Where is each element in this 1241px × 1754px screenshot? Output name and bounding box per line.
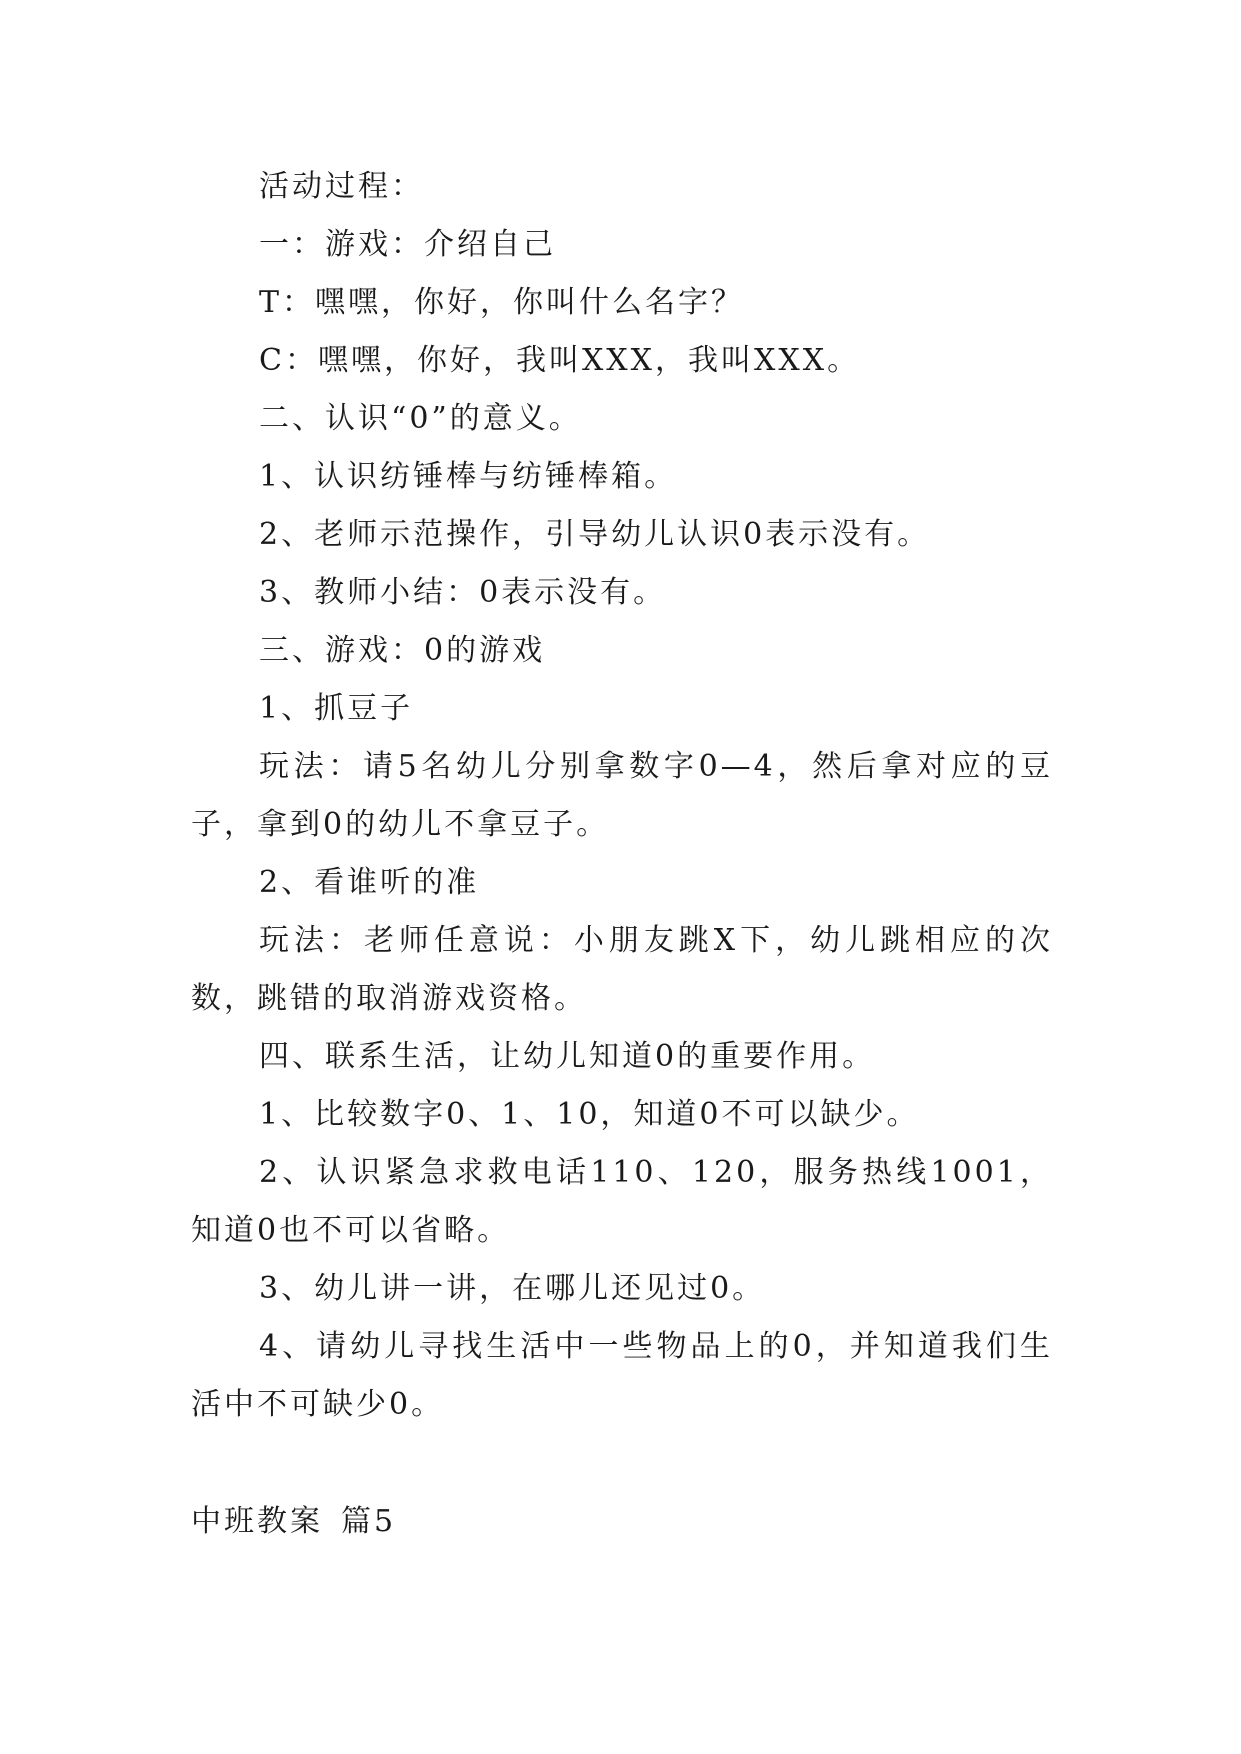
paragraph: 2、认识紧急求救电话110、120，服务热线1001，知道0也不可以省略。 xyxy=(191,1155,1053,1248)
paragraph: 三、游戏：0的游戏 xyxy=(259,633,546,668)
paragraph: 玩法：请5名幼儿分别拿数字0—4，然后拿对应的豆子，拿到0的幼儿不拿豆子。 xyxy=(191,749,1053,842)
paragraph: 2、老师示范操作，引导幼儿认识0表示没有。 xyxy=(259,517,931,552)
paragraph: 活动过程： xyxy=(259,169,424,204)
paragraph: 2、看谁听的准 xyxy=(259,865,480,900)
paragraph: 一：游戏：介绍自己 xyxy=(259,227,556,262)
paragraph: 3、幼儿讲一讲，在哪儿还见过0。 xyxy=(259,1271,766,1306)
paragraph: 3、教师小结：0表示没有。 xyxy=(259,575,667,610)
section-heading xyxy=(191,1493,396,1551)
document-body xyxy=(191,158,1053,1434)
paragraph: 玩法：老师任意说：小朋友跳X下，幼儿跳相应的次数，跳错的取消游戏资格。 xyxy=(191,923,1053,1016)
paragraph: 二、认识“0”的意义。 xyxy=(259,401,582,436)
section-number: 篇5 xyxy=(341,1504,397,1539)
paragraph: 1、比较数字0、1、10，知道0不可以缺少。 xyxy=(259,1097,920,1132)
paragraph: 4、请幼儿寻找生活中一些物品上的0，并知道我们生活中不可缺少0。 xyxy=(191,1329,1053,1422)
section-title: 中班教案 xyxy=(191,1504,323,1539)
paragraph: 四、联系生活，让幼儿知道0的重要作用。 xyxy=(259,1039,876,1074)
paragraph: 1、认识纺锤棒与纺锤棒箱。 xyxy=(259,459,678,494)
paragraph: 1、抓豆子 xyxy=(259,691,414,726)
paragraph: C：嘿嘿，你好，我叫XXX，我叫XXX。 xyxy=(259,343,861,378)
paragraph: T：嘿嘿，你好，你叫什么名字？ xyxy=(259,285,745,320)
